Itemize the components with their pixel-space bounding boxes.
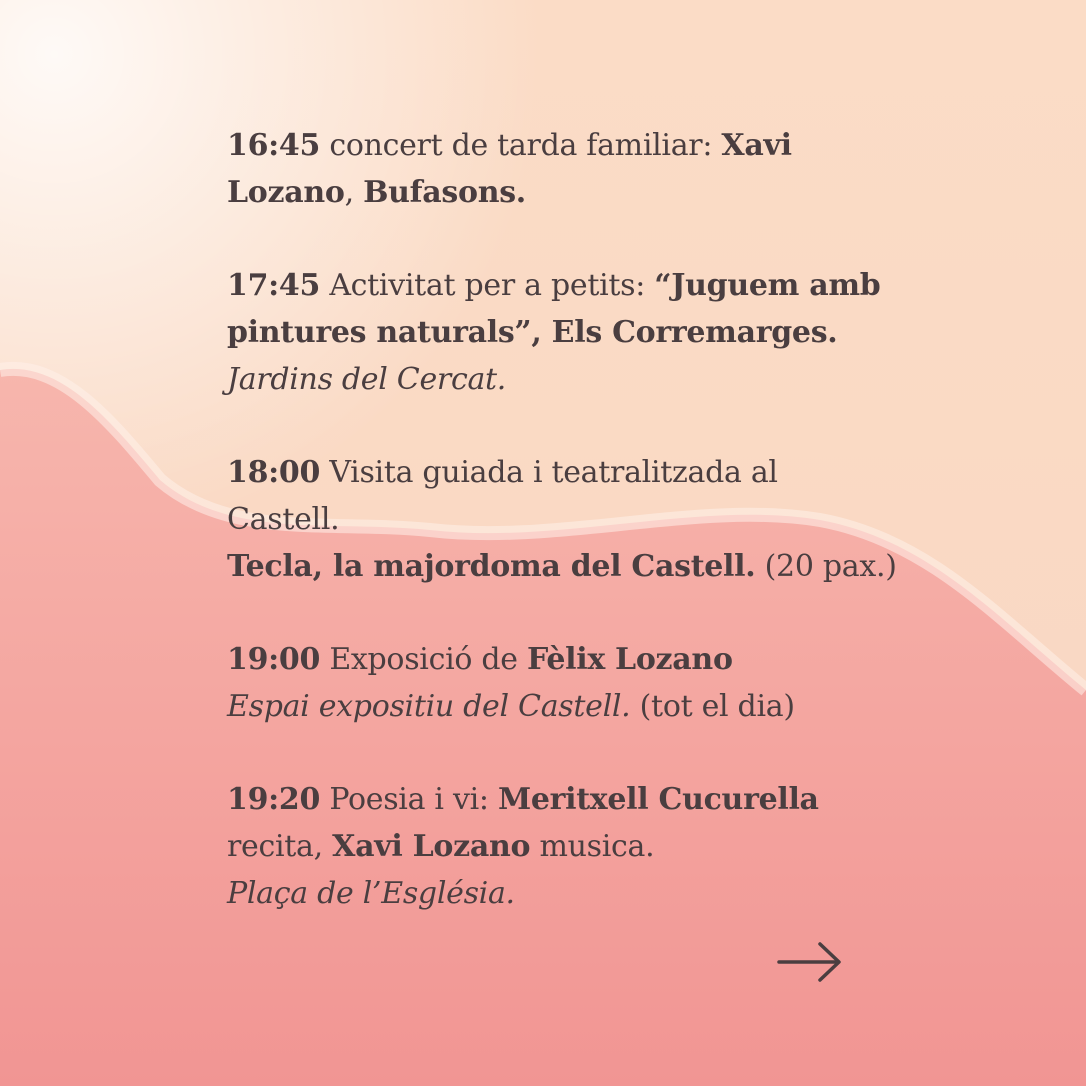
- event-description: Poesia i vi:: [320, 782, 498, 817]
- arrow-right-icon[interactable]: [776, 938, 844, 986]
- event-time: 18:00: [227, 455, 321, 490]
- event-schedule: [227, 122, 927, 963]
- event-line: [227, 683, 927, 730]
- activity-title: Tecla, la majordoma del Castell.: [227, 549, 756, 584]
- event-description: Visita guiada i teatralitzada al: [320, 455, 778, 490]
- event-description: concert de tarda familiar:: [320, 128, 722, 163]
- event-line: [227, 776, 927, 823]
- event-line: [227, 122, 927, 169]
- event-time: 19:20: [227, 782, 321, 817]
- event-1745: [227, 262, 927, 403]
- event-line: [227, 823, 927, 870]
- event-description: Castell.: [227, 502, 340, 537]
- event-time: 17:45: [227, 268, 321, 303]
- activity-title: “Juguem amb: [654, 268, 881, 303]
- event-line: [227, 169, 927, 216]
- event-time: 19:00: [227, 642, 321, 677]
- event-line: [227, 870, 927, 917]
- event-line: [227, 262, 927, 309]
- event-1800: [227, 449, 927, 590]
- activity-title: pintures naturals”, Els Corremarges.: [227, 315, 838, 350]
- event-line: [227, 496, 927, 543]
- event-1900: [227, 636, 927, 730]
- performer-name: Fèlix Lozano: [526, 642, 733, 677]
- event-1645: [227, 122, 927, 216]
- event-location: Espai expositiu del Castell.: [227, 689, 631, 724]
- event-description: recita,: [227, 829, 333, 864]
- event-location: Jardins del Cercat.: [227, 362, 507, 397]
- event-line: [227, 543, 927, 590]
- schedule-note: (tot el dia): [630, 689, 795, 724]
- event-line: [227, 636, 927, 683]
- event-description: musica.: [530, 829, 655, 864]
- performer-name: Meritxell Cucurella: [497, 782, 819, 817]
- performer-name: Lozano: [227, 175, 345, 210]
- separator: ,: [344, 175, 364, 210]
- performer-name: Xavi: [721, 128, 792, 163]
- event-time: 16:45: [227, 128, 321, 163]
- event-line: [227, 309, 927, 356]
- event-location: Plaça de l’Església.: [227, 876, 515, 911]
- event-1920: [227, 776, 927, 917]
- performer-name: Bufasons.: [363, 175, 526, 210]
- event-description: Exposició de: [320, 642, 527, 677]
- capacity-note: (20 pax.): [755, 549, 897, 584]
- event-line: [227, 356, 927, 403]
- performer-name: Xavi Lozano: [332, 829, 531, 864]
- event-line: [227, 449, 927, 496]
- event-description: Activitat per a petits:: [320, 268, 655, 303]
